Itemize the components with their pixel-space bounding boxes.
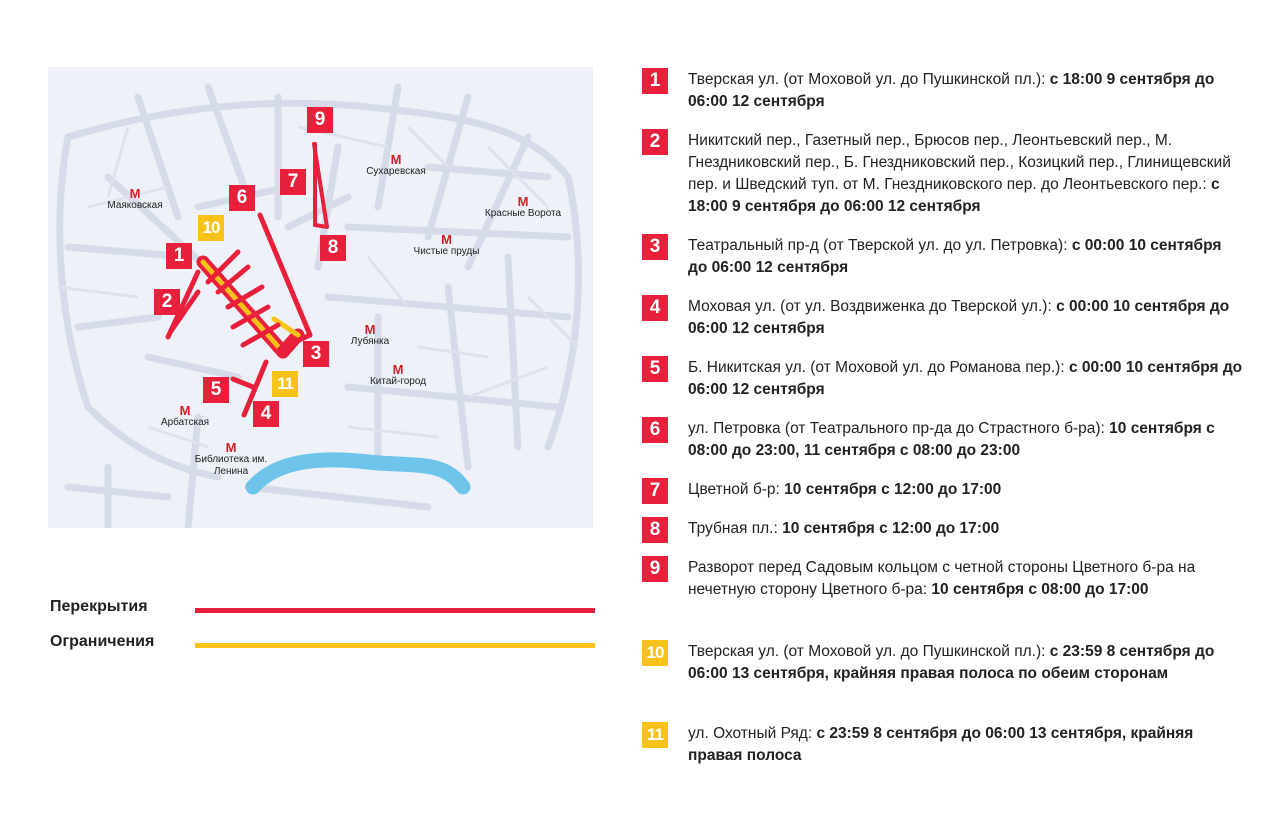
map-marker-8[interactable]: 8 xyxy=(320,235,346,261)
map-marker-5[interactable]: 5 xyxy=(203,377,229,403)
item-number-badge: 10 xyxy=(642,640,668,666)
legend-closures xyxy=(50,598,595,622)
station-name: Библиотека им. Ленина xyxy=(194,454,268,477)
metro-icon: M xyxy=(364,322,376,337)
map-marker-11[interactable]: 11 xyxy=(272,371,298,397)
river xyxy=(253,460,463,487)
route-5-nikitskaya xyxy=(233,379,253,387)
metro-icon: M xyxy=(225,440,237,455)
station-name: Красные Ворота xyxy=(484,208,562,219)
metro-station[interactable] xyxy=(338,323,402,348)
station-name: Арбатская xyxy=(160,417,210,428)
item-number-badge: 9 xyxy=(642,556,668,582)
item-number-badge: 11 xyxy=(642,722,668,748)
item-number-badge: 2 xyxy=(642,129,668,155)
item-description: Трубная пл.: 10 сентября с 12:00 до 17:00 xyxy=(688,520,1000,537)
map-marker-10[interactable]: 10 xyxy=(198,215,224,241)
map[interactable] xyxy=(48,67,593,528)
station-name: Маяковская xyxy=(107,200,163,211)
metro-icon: M xyxy=(441,232,452,247)
item-description: ул. Охотный Ряд: с 23:59 8 сентября до 06:00 13 сентября, крайняя правая полоса xyxy=(688,725,1194,764)
metro-station[interactable] xyxy=(192,441,270,478)
item-number-badge: 7 xyxy=(642,478,668,504)
item-number-badge: 8 xyxy=(642,517,668,543)
map-marker-2[interactable]: 2 xyxy=(154,289,180,315)
metro-icon: M xyxy=(179,403,191,418)
legend-closures-label: Перекрытия xyxy=(50,598,148,615)
metro-station[interactable] xyxy=(353,363,443,388)
item-number-badge: 3 xyxy=(642,234,668,260)
station-name: Чистые пруды xyxy=(413,246,480,257)
item-description: Цветной б-р: 10 сентября с 12:00 до 17:00 xyxy=(688,481,1002,498)
item-number-badge: 1 xyxy=(642,68,668,94)
item-description: ул. Петровка (от Театрального пр-да до Страстного б-ра): 10 сентября с 08:00 до 23:00, 11 сентября с 08:00 до 23:00 xyxy=(688,420,1215,459)
item-description: Никитский пер., Газетный пер., Брюсов пер., Леонтьевский пер., М. Гнездниковский пер., Б. Гнездниковский пер., Козицкий пер., Глинищевский пер. и Шведский туп. от М. Гнездниковского пер. до Леонтьевского пер.: с 18:00 9 сентября до 06:00 12 сентября xyxy=(688,132,1231,215)
map-marker-3[interactable]: 3 xyxy=(303,341,329,367)
item-number-badge: 4 xyxy=(642,295,668,321)
item-description: Театральный пр-д (от Тверской ул. до ул. Петровка): с 00:00 10 сентября до 06:00 12 сентября xyxy=(688,237,1222,276)
legend-restrictions-label: Ограничения xyxy=(50,633,155,650)
map-marker-1[interactable]: 1 xyxy=(166,243,192,269)
legend-restrictions-line xyxy=(195,643,595,648)
route-6-petrovka xyxy=(260,215,310,335)
metro-station[interactable] xyxy=(473,195,573,220)
item-description: Моховая ул. (от ул. Воздвиженка до Тверской ул.): с 00:00 10 сентября до 06:00 12 сентября xyxy=(688,298,1230,337)
map-marker-7[interactable]: 7 xyxy=(280,169,306,195)
metro-station[interactable] xyxy=(399,233,494,258)
station-name: Сухаревская xyxy=(366,166,426,177)
street-network xyxy=(48,67,593,528)
legend-restrictions xyxy=(50,633,595,657)
metro-icon: M xyxy=(129,186,141,201)
map-marker-9[interactable]: 9 xyxy=(307,107,333,133)
station-name: Китай-город xyxy=(369,376,427,387)
metro-icon: M xyxy=(390,152,402,167)
metro-station[interactable] xyxy=(90,187,180,212)
legend-closures-line xyxy=(195,608,595,613)
metro-station[interactable] xyxy=(142,404,228,429)
metro-icon: M xyxy=(392,362,404,377)
item-number-badge: 5 xyxy=(642,356,668,382)
metro-icon: M xyxy=(517,194,529,209)
item-description: Тверская ул. (от Моховой ул. до Пушкинской пл.): с 18:00 9 сентября до 06:00 12 сентября xyxy=(688,71,1215,110)
map-marker-6[interactable]: 6 xyxy=(229,185,255,211)
item-number-badge: 6 xyxy=(642,417,668,443)
item-description: Тверская ул. (от Моховой ул. до Пушкинской пл.): с 23:59 8 сентября до 06:00 13 сентября, крайняя правая полоса по обеим сторонам xyxy=(688,643,1215,682)
metro-station[interactable] xyxy=(351,153,441,178)
station-name: Лубянка xyxy=(350,336,390,347)
map-marker-4[interactable]: 4 xyxy=(253,401,279,427)
item-description: Б. Никитская ул. (от Моховой ул. до Романова пер.): с 00:00 10 сентября до 06:00 12 сентября xyxy=(688,359,1243,398)
item-description: Разворот перед Садовым кольцом с четной стороны Цветного б-ра на нечетную сторону Цветного б-ра: 10 сентября с 08:00 до 17:00 xyxy=(688,559,1196,598)
